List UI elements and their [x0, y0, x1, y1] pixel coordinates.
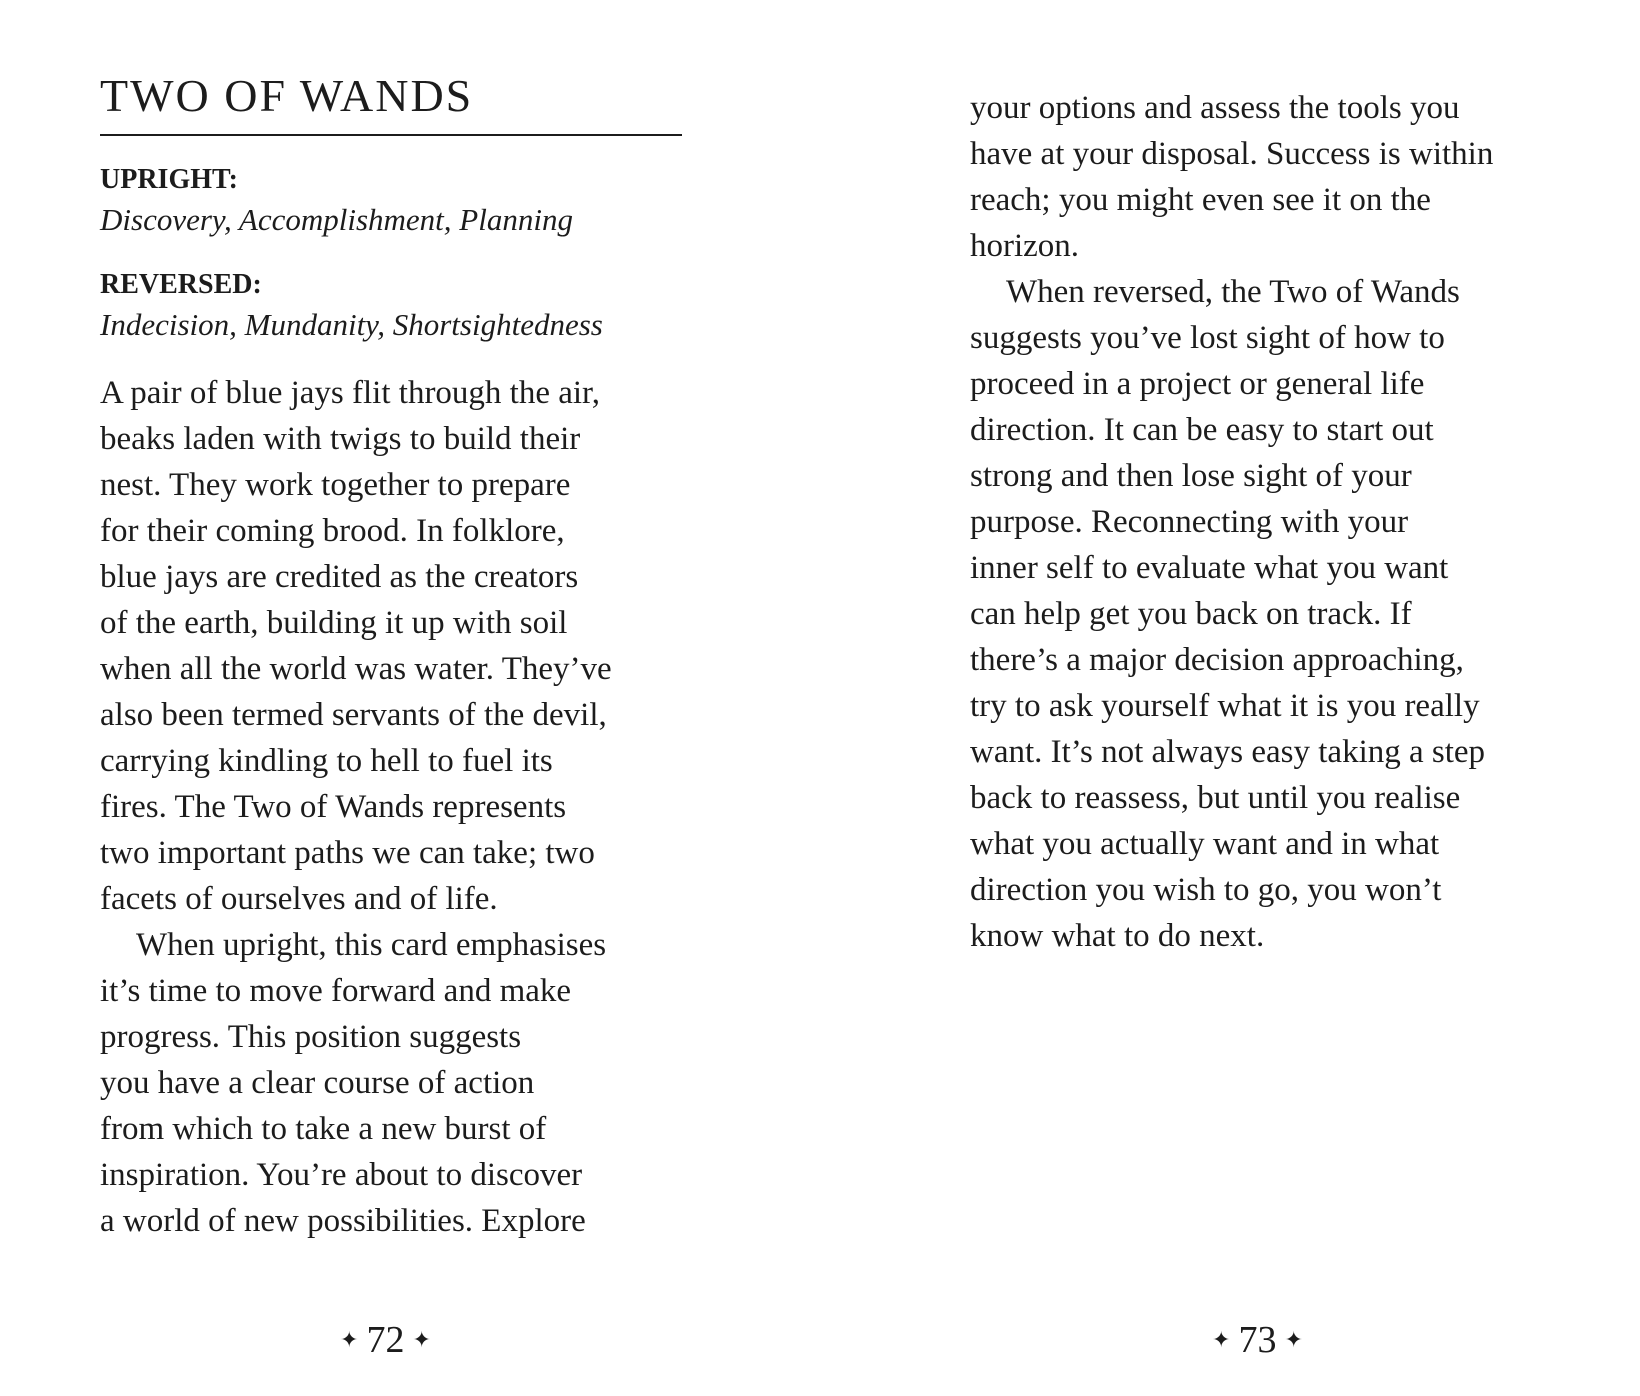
text-line: you have a clear course of action — [100, 1065, 535, 1101]
text-line: direction. It can be easy to start out — [970, 412, 1434, 448]
upright-label: UPRIGHT: — [100, 164, 238, 195]
title-divider — [100, 134, 682, 136]
text-line: strong and then lose sight of your — [970, 458, 1412, 494]
page-number-value: 73 — [1238, 1319, 1277, 1361]
text-line: it’s time to move forward and make — [100, 973, 572, 1009]
text-line: inner self to evaluate what you want — [970, 550, 1449, 586]
star-ornament-icon: ✦ — [412, 1327, 431, 1353]
text-line: inspiration. You’re about to discover — [100, 1157, 583, 1193]
text-line: carrying kindling to hell to fuel its — [100, 743, 553, 779]
text-line: your options and assess the tools you — [970, 90, 1460, 126]
right-page — [970, 0, 1570, 1396]
text-line: there’s a major decision approaching, — [970, 642, 1464, 678]
star-ornament-icon: ✦ — [1284, 1327, 1303, 1353]
text-line: suggests you’ve lost sight of how to — [970, 320, 1445, 356]
text-line: try to ask yourself what it is you really — [970, 688, 1480, 724]
upright-keywords: Discovery, Accomplishment, Planning — [100, 202, 573, 237]
text-line: direction you wish to go, you won’t — [970, 872, 1442, 908]
text-line: a world of new possibilities. Explore — [100, 1203, 586, 1239]
star-ornament-icon: ✦ — [340, 1327, 359, 1353]
text-line: from which to take a new burst of — [100, 1111, 547, 1147]
reversed-label: REVERSED: — [100, 269, 262, 300]
text-line: want. It’s not always easy taking a step — [970, 734, 1486, 770]
text-line: beaks laden with twigs to build their — [100, 421, 581, 457]
text-line: blue jays are credited as the creators — [100, 559, 579, 595]
text-line: also been termed servants of the devil, — [100, 697, 607, 733]
text-line: when all the world was water. They’ve — [100, 651, 612, 687]
star-ornament-icon: ✦ — [1212, 1327, 1231, 1353]
text-line: for their coming brood. In folklore, — [100, 513, 565, 549]
text-line: back to reassess, but until you realise — [970, 780, 1461, 816]
text-line: can help get you back on track. If — [970, 596, 1412, 632]
right-body-text — [970, 85, 1493, 959]
text-line: of the earth, building it up with soil — [100, 605, 568, 641]
text-line: know what to do next. — [970, 918, 1265, 954]
text-line: two important paths we can take; two — [100, 835, 595, 871]
text-line: what you actually want and in what — [970, 826, 1440, 862]
reversed-keywords: Indecision, Mundanity, Shortsightedness — [100, 307, 603, 342]
card-title: TWO OF WANDS — [100, 70, 474, 121]
left-body-text — [100, 370, 612, 1244]
text-line: When reversed, the Two of Wands — [1006, 274, 1460, 310]
text-line: facets of ourselves and of life. — [100, 881, 498, 917]
page-number-value: 72 — [366, 1319, 405, 1361]
text-line: horizon. — [970, 228, 1080, 264]
text-line: reach; you might even see it on the — [970, 182, 1431, 218]
text-line: A pair of blue jays flit through the air, — [100, 375, 600, 411]
page-number-left — [332, 1318, 439, 1365]
left-page — [100, 0, 690, 1396]
page-number-right — [1204, 1318, 1311, 1365]
text-line: nest. They work together to prepare — [100, 467, 571, 503]
text-line: purpose. Reconnecting with your — [970, 504, 1409, 540]
text-line: When upright, this card emphasises — [136, 927, 607, 963]
text-line: have at your disposal. Success is within — [970, 136, 1494, 172]
text-line: progress. This position suggests — [100, 1019, 522, 1055]
text-line: fires. The Two of Wands represents — [100, 789, 567, 825]
text-line: proceed in a project or general life — [970, 366, 1425, 402]
